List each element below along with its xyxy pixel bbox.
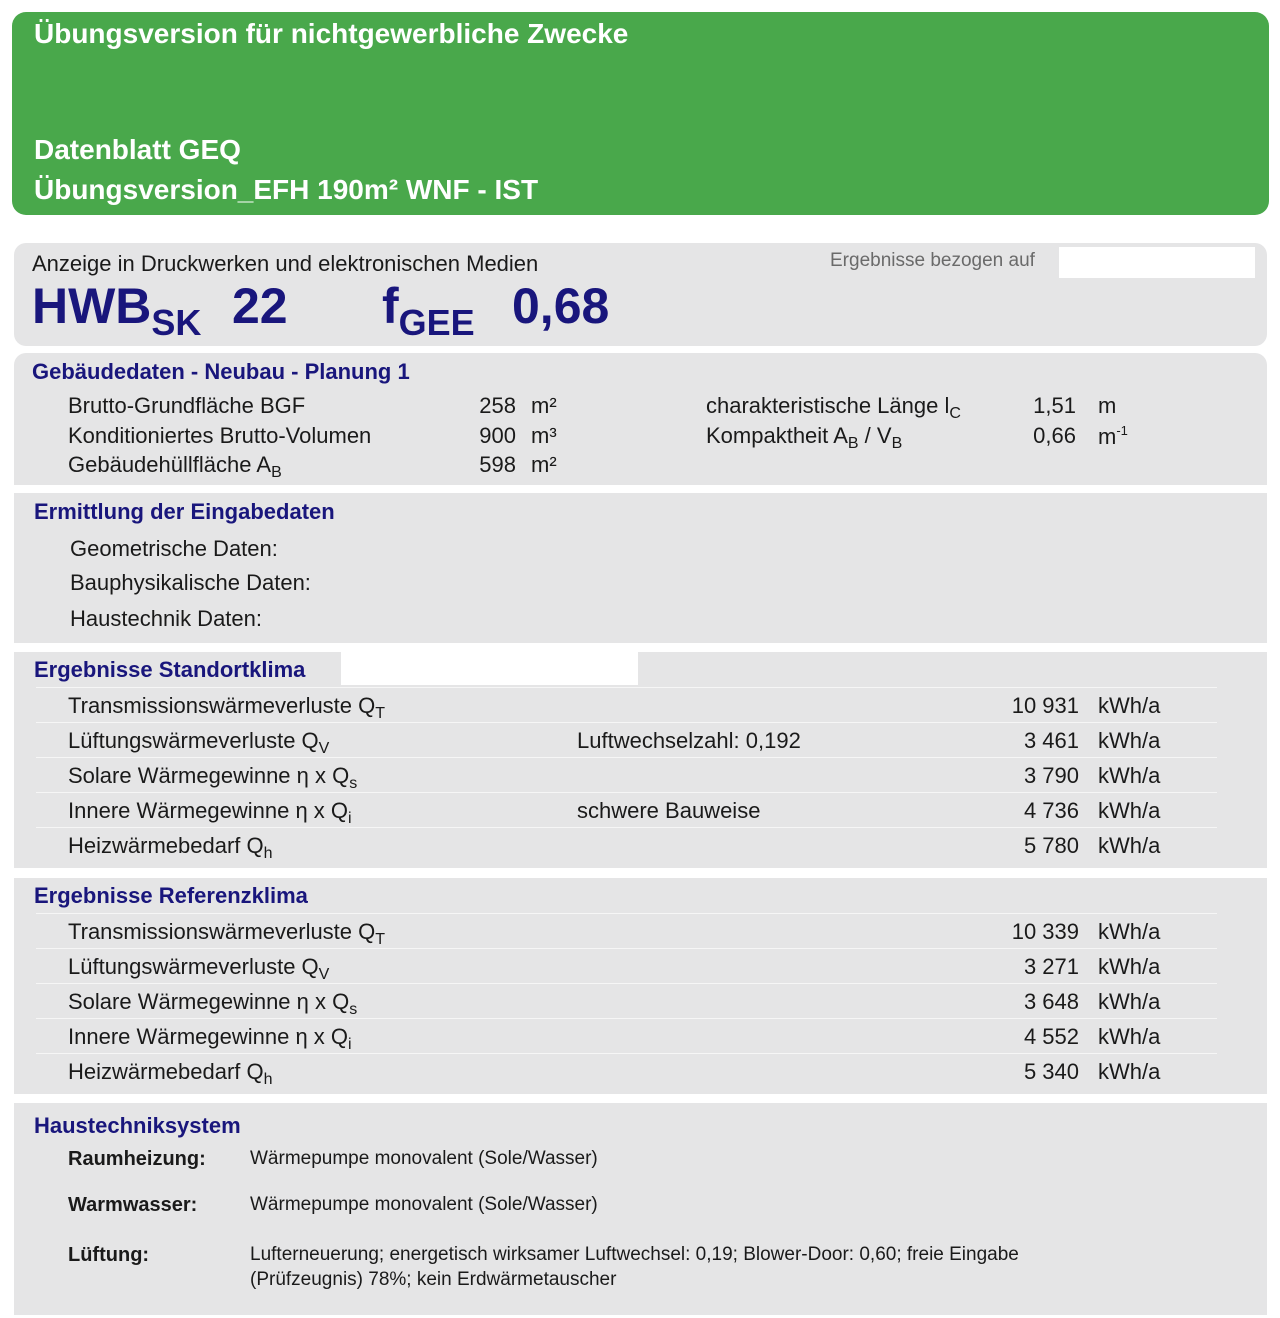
hot-water-value: Wärmepumpe monovalent (Sole/Wasser) xyxy=(250,1194,598,1215)
building-services-title: Haustechniksystem xyxy=(34,1113,241,1138)
result-row-value: 3 790 xyxy=(1023,763,1079,788)
result-row-label-text: Lüftungswärmeverluste Q xyxy=(68,728,319,753)
result-row-label xyxy=(68,693,385,723)
char-length-unit: m xyxy=(1098,393,1117,418)
result-row-unit: kWh/a xyxy=(1098,833,1161,858)
compactness-sub-a: B xyxy=(847,435,859,452)
result-row-label-text: Innere Wärmegewinne η x Q xyxy=(68,798,349,823)
result-row-unit: kWh/a xyxy=(1098,919,1161,944)
result-row-value: 5 780 xyxy=(1023,833,1079,858)
result-row-unit: kWh/a xyxy=(1098,693,1161,718)
fgee-subscript: GEE xyxy=(398,302,475,343)
result-row-label-sub: V xyxy=(318,966,330,983)
row-divider xyxy=(36,757,1217,758)
result-row-note: Luftwechselzahl: 0,192 xyxy=(577,728,801,753)
char-length-value: 1,51 xyxy=(1033,393,1076,418)
reference-value-box xyxy=(1059,247,1255,278)
result-row-label xyxy=(68,919,385,949)
result-row-value: 3 648 xyxy=(1023,989,1079,1014)
header-banner xyxy=(12,12,1269,215)
site-climate-location-box xyxy=(341,652,638,685)
row-divider xyxy=(36,913,1217,914)
hwb-symbol: HWB xyxy=(32,278,152,334)
result-row-label-sub: s xyxy=(349,775,358,792)
char-length-label-sub: C xyxy=(949,405,961,422)
row-divider xyxy=(36,948,1217,949)
row-divider xyxy=(36,792,1217,793)
row-divider xyxy=(36,1053,1217,1054)
result-row-label xyxy=(68,1059,273,1089)
building-data-title: Gebäudedaten - Neubau - Planung 1 xyxy=(32,359,410,384)
compactness-unit-text: m xyxy=(1098,424,1117,449)
building-data-panel xyxy=(14,353,1267,485)
result-row-value: 5 340 xyxy=(1023,1059,1079,1084)
result-row-label-text: Innere Wärmegewinne η x Q xyxy=(68,1024,349,1049)
header-project-name: Übungsversion_EFH 190m² WNF - IST xyxy=(34,174,539,205)
result-row-unit: kWh/a xyxy=(1098,954,1161,979)
result-row-unit: kWh/a xyxy=(1098,1024,1161,1049)
envelope-value: 598 xyxy=(479,452,516,477)
result-row-label-text: Solare Wärmegewinne η x Q xyxy=(68,763,350,788)
building-services-panel xyxy=(14,1103,1267,1311)
result-row-label-text: Solare Wärmegewinne η x Q xyxy=(68,989,350,1014)
bgf-value: 258 xyxy=(479,393,516,418)
site-climate-title: Ergebnisse Standortklima xyxy=(34,657,306,682)
reference-climate-panel xyxy=(14,878,1267,1094)
input-data-title: Ermittlung der Eingabedaten xyxy=(34,499,335,524)
result-row-unit: kWh/a xyxy=(1098,798,1161,823)
ventilation-value: Lufterneuerung; energetisch wirksamer Luftwechsel: 0,19; Blower-Door: 0,60; freie Eingabe (Prüfzeugnis) 78%; kein Erdwärmetauscher xyxy=(250,1244,1019,1290)
volume-value: 900 xyxy=(479,423,516,448)
result-row-label-sub: i xyxy=(348,810,352,827)
result-row-label xyxy=(68,954,329,984)
result-row-label-sub: h xyxy=(263,1071,273,1088)
result-row-label xyxy=(68,1024,352,1054)
result-row-unit: kWh/a xyxy=(1098,728,1161,753)
hot-water-label: Warmwasser: xyxy=(68,1194,198,1216)
display-label: Anzeige in Druckwerken und elektronischen Medien xyxy=(32,251,539,276)
result-row-note: schwere Bauweise xyxy=(577,798,761,823)
result-row-label-text: Heizwärmebedarf Q xyxy=(68,1059,264,1084)
fgee-symbol: f xyxy=(382,278,399,334)
result-row-unit: kWh/a xyxy=(1098,763,1161,788)
display-panel xyxy=(14,243,1267,346)
compactness-sub-b: B xyxy=(891,435,903,452)
row-divider xyxy=(36,687,1217,688)
result-row-value: 3 271 xyxy=(1023,954,1079,979)
result-row-label xyxy=(68,989,357,1019)
result-row-label xyxy=(68,833,273,863)
result-row-label-sub: s xyxy=(349,1001,358,1018)
result-row-unit: kWh/a xyxy=(1098,989,1161,1014)
result-row-label-sub: T xyxy=(375,705,386,722)
bgf-unit: m² xyxy=(531,393,557,418)
envelope-unit: m² xyxy=(531,452,557,477)
result-row-value: 10 931 xyxy=(1011,693,1079,718)
row-divider xyxy=(36,827,1217,828)
result-row-label-text: Lüftungswärmeverluste Q xyxy=(68,954,319,979)
building-services-data-label: Haustechnik Daten: xyxy=(70,606,262,631)
header-version-text: Übungsversion für nichtgewerbliche Zwecke xyxy=(34,18,629,49)
input-data-panel xyxy=(14,493,1267,643)
space-heating-value: Wärmepumpe monovalent (Sole/Wasser) xyxy=(250,1148,598,1169)
ventilation-label: Lüftung: xyxy=(68,1244,150,1266)
envelope-label-sub: B xyxy=(271,464,282,481)
result-row-label xyxy=(68,763,357,793)
hwb-value: 22 xyxy=(232,278,288,334)
result-row-value: 3 461 xyxy=(1023,728,1079,753)
reference-climate-title: Ergebnisse Referenzklima xyxy=(34,883,308,908)
result-row-label-sub: h xyxy=(263,845,273,862)
result-row-label-text: Transmissionswärmeverluste Q xyxy=(68,693,376,718)
bgf-label: Brutto-Grundfläche BGF xyxy=(68,393,306,418)
row-divider xyxy=(36,1018,1217,1019)
fgee-indicator xyxy=(382,278,475,343)
compactness-unit-sup: -1 xyxy=(1116,423,1128,438)
envelope-label-text: Gebäudehüllfläche A xyxy=(68,452,272,477)
hwb-indicator xyxy=(32,278,202,343)
result-row-label-text: Heizwärmebedarf Q xyxy=(68,833,264,858)
char-length-label-text: charakteristische Länge l xyxy=(706,393,950,418)
fgee-value: 0,68 xyxy=(512,278,610,334)
volume-unit: m³ xyxy=(531,423,557,448)
compactness-label-a: Kompaktheit A xyxy=(706,423,848,448)
result-row-label xyxy=(68,728,329,758)
hwb-subscript: SK xyxy=(151,302,202,343)
compactness-value: 0,66 xyxy=(1033,423,1076,448)
space-heating-label: Raumheizung: xyxy=(68,1148,206,1170)
compactness-label xyxy=(706,423,902,453)
compactness-label-b: / V xyxy=(858,423,892,448)
result-row-label xyxy=(68,798,352,828)
geometric-data-label: Geometrische Daten: xyxy=(70,536,278,561)
result-row-unit: kWh/a xyxy=(1098,1059,1161,1084)
result-row-label-sub: V xyxy=(318,740,330,757)
bottom-divider xyxy=(14,1311,1267,1315)
result-row-value: 4 736 xyxy=(1023,798,1079,823)
site-climate-panel xyxy=(14,652,1267,868)
row-divider xyxy=(36,722,1217,723)
result-row-label-text: Transmissionswärmeverluste Q xyxy=(68,919,376,944)
volume-label: Konditioniertes Brutto-Volumen xyxy=(68,423,372,448)
envelope-label xyxy=(68,452,282,482)
char-length-label xyxy=(706,393,961,423)
reference-label: Ergebnisse bezogen auf xyxy=(830,250,1035,271)
building-physics-data-label: Bauphysikalische Daten: xyxy=(70,570,311,595)
compactness-unit xyxy=(1098,423,1128,450)
result-row-label-sub: T xyxy=(375,931,386,948)
result-row-label-sub: i xyxy=(348,1036,352,1053)
row-divider xyxy=(36,983,1217,984)
result-row-value: 4 552 xyxy=(1023,1024,1079,1049)
header-document-title: Datenblatt GEQ xyxy=(34,134,241,165)
result-row-value: 10 339 xyxy=(1011,919,1079,944)
